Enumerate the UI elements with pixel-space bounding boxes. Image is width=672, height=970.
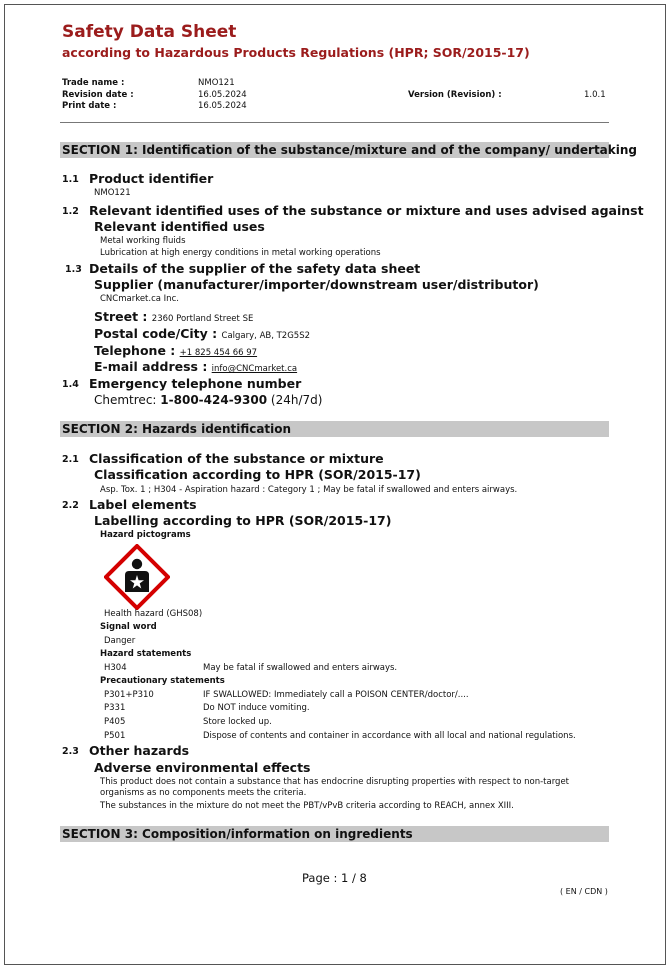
document-title: Safety Data Sheet — [62, 22, 237, 42]
section-3-title: SECTION 3: Composition/information on ingredients — [62, 827, 413, 841]
revision-date-label: Revision date : — [62, 90, 134, 100]
chemtrec-prefix: Chemtrec: — [94, 393, 157, 407]
precautionary-code-1: P301+P310 — [104, 690, 154, 700]
precautionary-code-3: P405 — [104, 717, 126, 727]
precautionary-text-4: Dispose of contents and container in accordance with all local and national regulations. — [203, 731, 576, 741]
section-1-2-title: Relevant identified uses of the substance or mixture and uses advised against — [89, 203, 644, 218]
section-1-title: SECTION 1: Identification of the substance/mixture and of the company/ undertaking — [62, 143, 638, 157]
section-1-4-title: Emergency telephone number — [89, 376, 302, 391]
hazard-statement-text: May be fatal if swallowed and enters airways. — [203, 663, 398, 673]
section-1-4-number: 1.4 — [62, 379, 79, 390]
environmental-text-line-1: This product does not contain a substance that has endocrine disrupting properties with respect to non-target — [100, 777, 570, 787]
document-subtitle: according to Hazardous Products Regulations (HPR; SOR/2015-17) — [62, 45, 530, 60]
supplier-title: Supplier (manufacturer/importer/downstream user/distributor) — [94, 277, 539, 292]
section-1-2-number: 1.2 — [62, 206, 79, 217]
section-2-2-number: 2.2 — [62, 500, 79, 511]
chemtrec-suffix: (24h/7d) — [270, 393, 323, 407]
street-value: 2360 Portland Street SE — [151, 314, 254, 324]
precautionary-text-1: IF SWALLOWED: Immediately call a POISON CENTER/doctor/.... — [203, 690, 469, 700]
section-2-1-number: 2.1 — [62, 454, 79, 465]
environmental-text-line-3: The substances in the mixture do not meet the PBT/vPvB criteria according to REACH, annex XIII. — [100, 801, 514, 811]
postal-label: Postal code/City : — [94, 326, 218, 341]
precautionary-text-3: Store locked up. — [203, 717, 272, 727]
classification-title: Classification according to HPR (SOR/2015-17) — [94, 467, 421, 482]
precautionary-text-2: Do NOT induce vomiting. — [203, 703, 310, 713]
chemtrec-number: 1-800-424-9300 — [160, 393, 268, 407]
pictogram-caption: Health hazard (GHS08) — [104, 609, 203, 619]
trade-name-label: Trade name : — [62, 78, 125, 88]
section-1-header — [60, 142, 638, 158]
section-1-3-title: Details of the supplier of the safety data sheet — [89, 261, 421, 276]
print-date-label: Print date : — [62, 101, 117, 111]
section-2-title: SECTION 2: Hazards identification — [62, 422, 292, 436]
product-identifier-value: NMO121 — [94, 188, 131, 198]
email-link[interactable]: info@CNCmarket.ca — [211, 364, 298, 374]
relevant-uses-title: Relevant identified uses — [94, 219, 265, 234]
version-value: 1.0.1 — [584, 90, 606, 100]
section-2-3-number: 2.3 — [62, 746, 79, 757]
section-2-2-title: Label elements — [89, 497, 197, 512]
email-row — [94, 359, 297, 374]
section-2-1-title: Classification of the substance or mixture — [89, 451, 384, 466]
section-1-3-number: 1.3 — [65, 264, 82, 275]
hazard-statements-label: Hazard statements — [100, 649, 192, 659]
revision-date-value: 16.05.2024 — [198, 90, 247, 100]
precautionary-code-2: P331 — [104, 703, 126, 713]
supplier-name: CNCmarket.ca Inc. — [100, 294, 179, 304]
section-3-header — [60, 826, 609, 842]
labelling-title: Labelling according to HPR (SOR/2015-17) — [94, 513, 392, 528]
health-hazard-icon — [104, 544, 170, 610]
precautionary-code-4: P501 — [104, 731, 126, 741]
version-label: Version (Revision) : — [408, 90, 502, 100]
signal-word-value: Danger — [104, 636, 136, 646]
trade-name-value: NMO121 — [198, 78, 235, 88]
postal-value: Calgary, AB, T2G5S2 — [221, 331, 311, 341]
emergency-phone-line — [94, 393, 322, 407]
pictograms-label: Hazard pictograms — [100, 530, 191, 540]
header-divider — [60, 122, 609, 123]
page-number: Page : 1 / 8 — [302, 871, 367, 885]
telephone-link[interactable]: +1 825 454 66 97 — [179, 348, 258, 358]
section-1-1-title: Product identifier — [89, 171, 214, 186]
section-2-header — [60, 421, 609, 437]
signal-word-label: Signal word — [100, 622, 157, 632]
use-item-1: Metal working fluids — [100, 236, 186, 246]
email-label: E-mail address : — [94, 359, 208, 374]
telephone-label: Telephone : — [94, 343, 176, 358]
street-label: Street : — [94, 309, 148, 324]
telephone-row — [94, 343, 257, 358]
section-2-3-title: Other hazards — [89, 743, 190, 758]
print-date-value: 16.05.2024 — [198, 101, 247, 111]
hazard-statement-code: H304 — [104, 663, 127, 673]
locale-indicator: ( EN / CDN ) — [560, 887, 608, 896]
precautionary-statements-label: Precautionary statements — [100, 676, 225, 686]
section-1-1-number: 1.1 — [62, 174, 79, 185]
environmental-effects-title: Adverse environmental effects — [94, 760, 311, 775]
use-item-2: Lubrication at high energy conditions in metal working operations — [100, 248, 381, 258]
classification-text: Asp. Tox. 1 ; H304 - Aspiration hazard : Category 1 ; May be fatal if swallowed and enters airways. — [100, 485, 518, 495]
environmental-text-line-2: organisms as no components meets the criteria. — [100, 788, 307, 798]
street-row — [94, 309, 253, 324]
postal-row — [94, 326, 310, 341]
